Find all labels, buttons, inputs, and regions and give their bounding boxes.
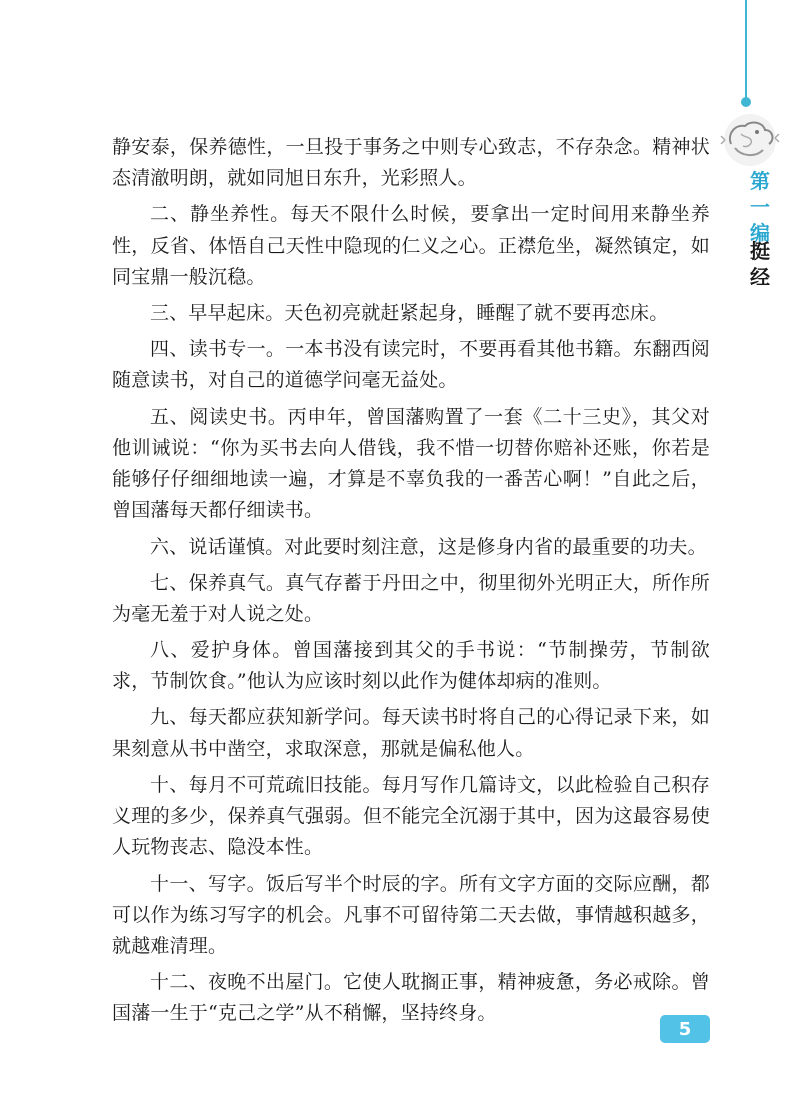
paragraph: 三、早早起床。天色初亮就赶紧起身，睡醒了就不要再恋床。 (150, 302, 669, 325)
paragraph: 二、静坐养性。每天不限什么时候，要拿出一定时间用来静坐养性，反省、体悟自己天性中隐现的仁义之心。正襟危坐，凝然镇定，如同宝鼎一般沉稳。 (112, 203, 710, 288)
paragraph: 四、读书专一。一本书没有读完时，不要再看其他书籍。东翻西阅随意读书，对自己的道德学问毫无益处。 (112, 338, 710, 392)
part-title-char: 挺 (750, 239, 770, 263)
part-label-char: 编 (750, 221, 770, 245)
paragraph: 十一、写字。饭后写半个时辰的字。所有文字方面的交际应酬，都可以作为练习写字的机会。凡事不可留待第二天去做，事情越积越多，就越难清理。 (112, 872, 710, 958)
page-number-badge (660, 1015, 710, 1043)
paragraph: 八、爱护身体。曾国藩接到其父的手书说：“节制操劳，节制欲求，节制饮食。”他认为应该时刻以此作为健体却病的准则。 (112, 639, 710, 693)
paragraph: 十二、夜晚不出屋门。它使人耽搁正事，精神疲惫，务必戒除。曾国藩一生于“克己之学”从不稍懈，坚持终身。 (112, 971, 710, 1025)
paragraph: 七、保养真气。真气存蓄于丹田之中，彻里彻外光明正大，所作所为毫无羞于对人说之处。 (112, 571, 710, 625)
part-label (735, 168, 785, 246)
part-title-char: 经 (750, 265, 770, 289)
side-decoration-line (745, 0, 747, 100)
paragraph: 五、阅读史书。丙申年，曾国藩购置了一套《二十三史》，其父对他训诫说：“你为买书去向人借钱，我不惜一切替你赔补还账，你若是能够仔仔细细地读一遍，才算是不辜负我的一番苦心啊！”自此之后，曾国藩每天都仔细读书。 (112, 405, 710, 522)
page-number: 5 (678, 1018, 692, 1040)
part-label-char: 一 (750, 195, 770, 219)
paragraph: 静安泰，保养德性，一旦投于事务之中则专心致志，不存杂念。精神状态清澈明朗，就如同旭日东升，光彩照人。 (112, 136, 710, 190)
side-decoration-dot (741, 97, 751, 107)
part-label-char: 第 (750, 169, 770, 193)
paragraph: 九、每天都应获知新学问。每天读书时将自己的心得记录下来，如果刻意从书中凿空，求取深意，那就是偏私他人。 (112, 706, 710, 760)
part-title (735, 238, 785, 290)
dragon-emblem-icon (717, 110, 783, 170)
paragraph: 六、说话谨慎。对此要时刻注意，这是修身内省的最重要的功夫。 (150, 535, 707, 558)
paragraph: 十、每月不可荒疏旧技能。每月写作几篇诗文，以此检验自己积存义理的多少，保养真气强弱。但不能完全沉溺于其中，因为这最容易使人玩物丧志、隐没本性。 (112, 773, 710, 859)
body-text (112, 132, 710, 1035)
